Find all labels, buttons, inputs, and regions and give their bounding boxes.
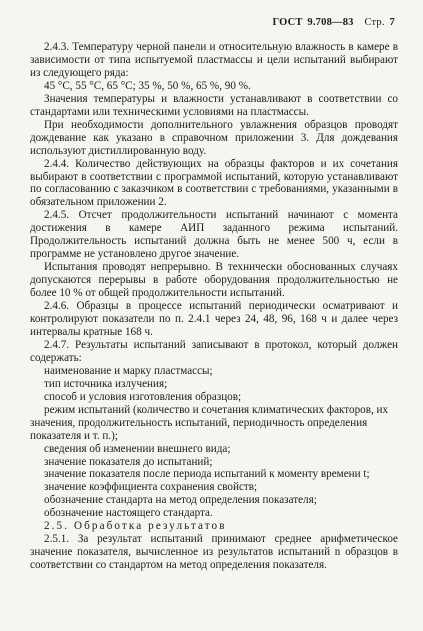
list-item: значение коэффициента сохранения свойств;: [44, 481, 258, 494]
list-item: наименование и марку пластмассы;: [44, 364, 213, 377]
page-label: Стр.: [364, 17, 385, 28]
paragraph-2-4-6: 2.4.6. Образцы в процессе испытаний периодически осматривают и контролируют показатели по п. 2.4.1 через 24, 48, 96, 168 ч и далее через интервалы кратные 168 ч.: [30, 300, 398, 338]
paragraph-2-4-4: 2.4.4. Количество действующих на образцы факторов и их сочетания выбирают в соответствии с программой испытаний, которую устанавливают по согласованию с заказчиком в соответствии с требованиями, указанными в обязательном приложении 2.: [30, 157, 398, 209]
page-header: [270, 17, 395, 28]
list-item: обозначение настоящего стандарта.: [44, 507, 213, 520]
section-title: 2.5. Обработка результатов: [44, 520, 227, 533]
list-item: значение показателя до испытаний;: [44, 455, 213, 468]
value-series: 45 °С, 55 °С, 65 °С; 35 %, 50 %, 65 %, 90 %.: [44, 79, 251, 92]
paragraph-2-4-3: 2.4.3. Температуру черной панели и относительную влажность в камере в зависимости от типа испытуемой пластмассы и цели испытаний выбирают из следующего ряда:: [30, 41, 398, 79]
list-item: обозначение стандарта на метод определения показателя;: [44, 494, 317, 507]
paragraph-sprinkling: При необходимости дополнительного увлажнения образцов проводят дождевание как указано в справочном приложении 3. Для дождевания используют дистиллированную воду.: [30, 118, 398, 157]
list-item: тип источника излучения;: [44, 377, 168, 390]
protocol-list: [30, 365, 398, 520]
page-body: [30, 41, 398, 572]
list-item: значение показателя после периода испытаний к моменту времени t;: [44, 468, 370, 481]
paragraph-2-4-5: 2.4.5. Отсчет продолжительности испытаний начинают с момента достижения в камере АИП заданного режима испытаний. Продолжительность испытаний должна быть не менее 500 ч, если в программе не установлено другое значение.: [30, 209, 398, 261]
page-number: 7: [389, 17, 395, 28]
list-item: режим испытаний (количество и сочетания климатических факторов, их значения, продолжительность испытаний, периодичность определения показателя и т. п.);: [30, 403, 389, 442]
list-item: способ и условия изготовления образцов;: [44, 390, 242, 403]
doc-number: 9.708—83: [307, 17, 354, 28]
paragraph-2-4-7: 2.4.7. Результаты испытаний записывают в протокол, который должен содержать:: [30, 338, 398, 364]
gost-label: ГОСТ: [272, 17, 303, 28]
paragraph-2-5-1: 2.5.1. За результат испытаний принимают среднее арифметическое значение показателя, вычисленное из результатов испытаний n образцов в соответствии со стандартом на метод определения показателя.: [30, 533, 398, 572]
paragraph-continuous: Испытания проводят непрерывно. В технически обоснованных случаях допускаются перерывы в работе оборудования продолжительностью не более 10 % от общей продолжительности испытаний.: [30, 261, 398, 300]
paragraph-values: Значения температуры и влажности устанавливают в соответствии со стандартами или техническими условиями на пластмассы.: [30, 92, 398, 118]
list-item: сведения об изменении внешнего вида;: [44, 442, 231, 455]
